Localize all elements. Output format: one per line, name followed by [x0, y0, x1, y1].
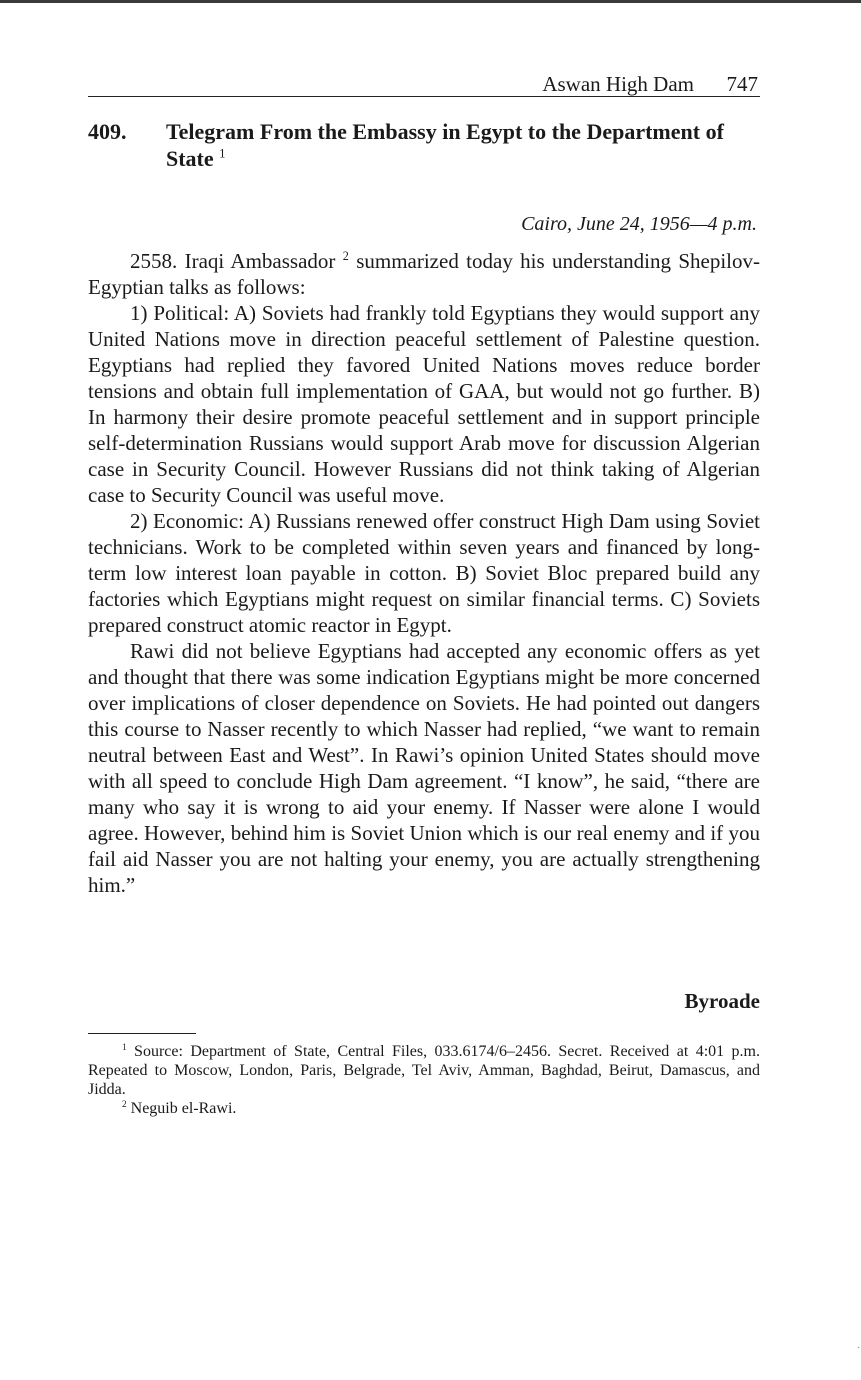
running-head-title: Aswan High Dam	[542, 72, 694, 96]
signature: Byroade	[684, 989, 760, 1013]
telegram-body	[88, 248, 760, 898]
paragraph-economic: 2) Economic: A) Russians renewed offer construct High Dam using Soviet technicians. Work to be completed within seven years and financed by long-term low interest loan payable in cotton. B) Soviet Bloc prepared build any factories which Egyptians might request on similar financial terms. C) Soviets prepared construct atomic reactor in Egypt.	[88, 509, 760, 637]
intro-text-a: 2558. Iraqi Ambassador	[130, 249, 336, 273]
footnotes	[88, 1042, 760, 1118]
document-number: 409.	[88, 119, 127, 144]
paragraph-political: 1) Political: A) Soviets had frankly told Egyptians they would support any United Nations move in direction peaceful settlement of Palestine question. Egyptians had replied they favored United Nations moves reduce border tensions and obtain full implementation of GAA, but would not go further. B) In harmony their desire promote peaceful settlement and in support principle self-determination Russians would support Arab move for discussion Algerian case in Security Council. However Russians did not think taking of Algerian case to Security Council was useful move.	[88, 301, 760, 507]
footnote-2-marker: 2	[122, 1099, 127, 1110]
footnote-1-marker: 1	[122, 1042, 127, 1053]
document-heading	[166, 118, 766, 172]
margin-speck: ·	[857, 1343, 861, 1354]
document-heading-text: Telegram From the Embassy in Egypt to the Department of State	[166, 119, 724, 171]
page-top-edge	[0, 0, 861, 3]
footnote-1	[88, 1042, 760, 1099]
paragraph-intro	[88, 248, 760, 300]
intro-text-b: summarized today his understanding Shepilov-Egyptian talks as follows:	[88, 249, 760, 299]
running-head	[88, 72, 760, 97]
footnote-1-text: Source: Department of State, Central Files, 033.6174/6–2456. Secret. Received at 4:01 p.m. Repeated to Moscow, London, Paris, Belgrade, Tel Aviv, Amman, Baghdad, Beirut, Damascus, and Jidda.	[88, 1043, 760, 1098]
footnote-divider	[88, 1033, 196, 1034]
footnote-2-text: Neguib el-Rawi.	[126, 1100, 237, 1117]
footnote-ref-1: 1	[219, 146, 226, 161]
footnote-ref-2: 2	[342, 249, 349, 264]
paragraph-rawi-opinion: Rawi did not believe Egyptians had accepted any economic offers as yet and thought that there was some indication Egyptians might be more concerned over implications of closer dependence on Soviets. He had pointed out dangers this course to Nasser recently to which Nasser had replied, “we want to remain neutral between East and West”. In Rawi’s opinion United States should move with all speed to conclude High Dam agreement. “I know”, he said, “there are many who say it is wrong to aid your enemy. If Nasser were alone I would agree. However, behind him is Soviet Union which is our real enemy and if you fail aid Nasser you are not halting your enemy, you are actually strengthening him.”	[88, 639, 760, 897]
footnote-2	[88, 1099, 760, 1118]
page-number: 747	[726, 72, 758, 96]
dateline: Cairo, June 24, 1956—4 p.m.	[521, 213, 757, 235]
